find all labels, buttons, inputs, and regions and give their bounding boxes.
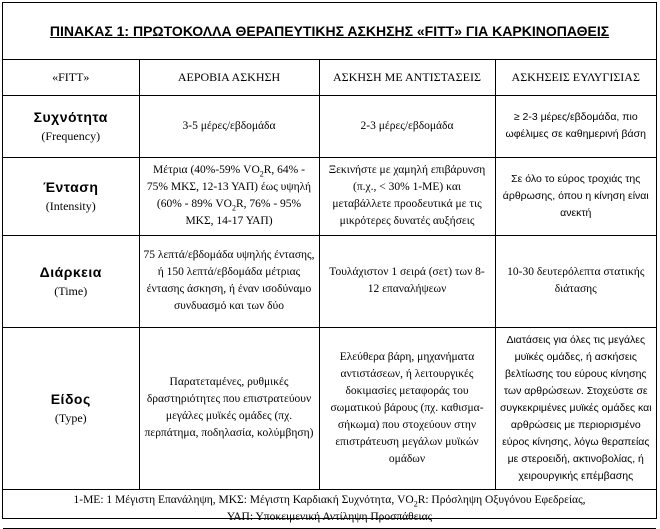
row-label-en: (Intensity): [45, 198, 96, 213]
fitt-table: [3, 59, 656, 529]
subscript-2: 2: [413, 498, 418, 508]
subscript-2: 2: [231, 203, 236, 213]
title-row: [3, 3, 656, 60]
row-label-gr: Ένταση: [43, 178, 99, 195]
cell-type-flexibility: Διατάσεις για όλες τις μεγάλες μυϊκές ομάδες, ή ασκήσεις βελτίωσης του εύρους κίνησης των αρθρώσεων. Στοχεύστε σε συγκεκριμένες μυϊκές ομάδες και αρθρώσεις με περιορισμένο εύρος κίνησης, λόγω θεραπείας με στεροειδή, ακτινοβολίας, ή χειρουργικής επέμβασης: [495, 327, 656, 489]
cell-frequency-flexibility: ≥ 2-3 μέρες/εβδομάδα, πιο ωφέλιμες σε καθημερινή βάση: [495, 95, 656, 157]
cell-intensity-aerobic: [139, 157, 319, 235]
cell-time-aerobic: 75 λεπτά/εβδομάδα υψηλής έντασης, ή 150 λεπτά/εβδομάδα μέτριας έντασης άσκηση, ή έναν ισοδύναμο συνδυασμό και των δύο: [139, 235, 319, 327]
subscript-2: 2: [259, 169, 264, 179]
row-label-intensity: [3, 157, 139, 235]
header-resistance: ΑΣΚΗΣΗ ΜΕ ΑΝΤΙΣΤΑΣΕΙΣ: [319, 59, 495, 95]
footnote-line1: [7, 492, 652, 509]
aerobic-intensity-part3: R, 76% - 95% ΜΚΣ, 14-17 ΥΑΠ): [185, 198, 302, 227]
row-time: [3, 235, 656, 327]
cell-intensity-resistance: Ξεκινήστε με χαμηλή επιβάρυνση (π.χ., < 30% 1-ΜΕ) και μεταβάλλετε προοδευτικά με τις μικρότερες δυνατές αυξήσεις: [319, 157, 495, 235]
row-label-en: (Time): [54, 283, 88, 298]
cell-time-resistance: Τουλάχιστον 1 σειρά (σετ) των 8-12 επαναλήψεων: [319, 235, 495, 327]
cell-type-aerobic: Παρατεταμένες, ρυθμικές δραστηριότητες που επιστρατεύουν μεγάλες μυϊκές ομάδες (πχ. περπάτημα, ποδηλασία, κολύμβηση): [139, 327, 319, 489]
row-label-en: (Frequency): [41, 128, 101, 143]
row-type: [3, 327, 656, 489]
cell-time-flexibility: 10-30 δευτερόλεπτα στατικής διάτασης: [495, 235, 656, 327]
table-title: ΠΙΝΑΚΑΣ 1: ΠΡΩΤΟΚΟΛΛΑ ΘΕΡΑΠΕΥΤΙΚΗΣ ΑΣΚΗΣΗΣ «FITT» ΓΙΑ ΚΑΡΚΙΝΟΠΑΘΕΙΣ: [49, 23, 610, 39]
row-intensity: [3, 157, 656, 235]
footnote: [3, 489, 656, 528]
row-label-en: (Type): [54, 410, 87, 425]
footer-row: [3, 489, 656, 528]
aerobic-intensity-part2: R, 64% - 75% ΜΚΣ, 12-13 ΥΑΠ) έως υψηλή (60% - 89% VO: [146, 164, 312, 210]
row-label-gr: Διάρκεια: [39, 263, 102, 280]
row-frequency: [3, 95, 656, 157]
footnote-part2: R: Πρόσληψη Οξυγόνου Εφεδρείας,: [417, 493, 586, 506]
header-row: [3, 59, 656, 95]
row-label-gr: Συχνότητα: [33, 108, 108, 125]
footnote-line2: ΥΑΠ: Υποκειμενική Αντίληψη Προσπάθειας: [226, 510, 433, 523]
cell-frequency-aerobic: 3-5 μέρες/εβδομάδα: [139, 95, 319, 157]
row-label-time: [3, 235, 139, 327]
cell-intensity-flexibility: Σε όλο το εύρος τροχιάς της άρθρωσης, όπου η κίνηση είναι ανεκτή: [495, 157, 656, 235]
row-label-frequency: [3, 95, 139, 157]
fitt-table-frame: [2, 2, 657, 523]
header-aerobic: ΑΕΡΟΒΙΑ ΑΣΚΗΣΗ: [139, 59, 319, 95]
header-fitt: «FITT»: [3, 59, 139, 95]
cell-type-resistance: Ελεύθερα βάρη, μηχανήματα αντιστάσεων, ή λειτουργικές δοκιμασίες μεταφοράς του σωματικού βάρους (πχ. καθισμα-σήκωμα) που στοχεύουν στην επιστράτευση μεγάλων μυϊκών ομάδων: [319, 327, 495, 489]
row-label-gr: Είδος: [50, 390, 91, 407]
cell-frequency-resistance: 2-3 μέρες/εβδομάδα: [319, 95, 495, 157]
row-label-type: [3, 327, 139, 489]
footnote-part1: 1-ΜΕ: 1 Μέγιστη Επανάληψη, ΜΚΣ: Μέγιστη Καρδιακή Συχνότητα, VO: [73, 493, 414, 506]
aerobic-intensity-part1: Μέτρια (40%-59% VO: [153, 164, 260, 176]
header-flexibility: ΑΣΚΗΣΕΙΣ ΕΥΛΥΓΙΣΙΑΣ: [495, 59, 656, 95]
